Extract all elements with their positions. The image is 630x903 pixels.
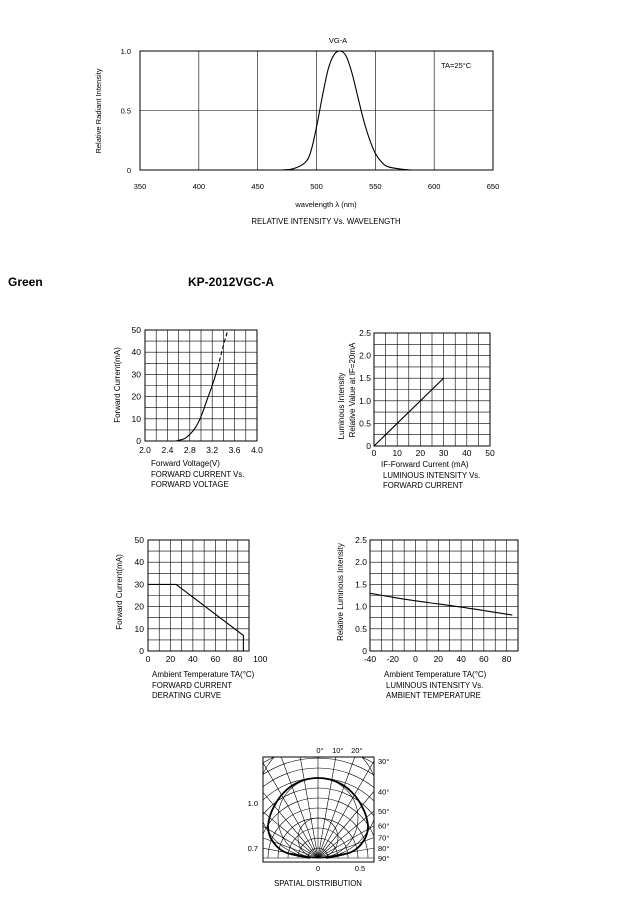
radial-line (23, 806, 318, 858)
radial-line (58, 708, 318, 858)
chart-title: FORWARD CURRENT (383, 481, 464, 490)
chart-luminous-intensity-vs-ambient-temperature (336, 535, 518, 700)
angle-tick-label: 30° (378, 757, 390, 767)
x-axis-label: wavelength λ (nm) (295, 200, 357, 209)
x-tick-label: 450 (251, 182, 264, 191)
grid (145, 330, 257, 441)
y-tick-label: 50 (131, 325, 141, 335)
chart-title: LUMINOUS INTENSITY Vs. (386, 681, 484, 690)
y-tick-label: 1.5 (359, 373, 371, 384)
x-tick-label: 20 (433, 654, 444, 664)
y-tick-label: 2.5 (355, 535, 367, 545)
y-tick-label: 30 (134, 579, 144, 590)
chart-title: LUMINOUS INTENSITY Vs. (383, 471, 481, 480)
radial-line (318, 576, 421, 858)
y-axis-label: Forward Current(mA) (115, 554, 124, 630)
radial-line (266, 563, 318, 858)
y-tick-label: 40 (134, 557, 144, 568)
x-tick-label: 40 (462, 448, 472, 458)
x-tick-label: 2.8 (183, 445, 196, 455)
y-tick-label: 40 (131, 347, 141, 358)
x-tick-label: 0 (371, 448, 377, 458)
angle-tick-label: 90° (378, 854, 390, 863)
x-tick-label: 30 (438, 448, 449, 458)
y-axis-label: Relative Luminous Intensity (336, 543, 345, 641)
y-tick-label: 10 (131, 413, 141, 424)
y-tick-label: 10 (134, 623, 144, 634)
x-tick-label: 3.6 (228, 445, 241, 455)
y-tick-label: 0.5 (355, 623, 367, 634)
x-tick-label: 80 (233, 654, 243, 664)
x-tick-label: -40 (363, 654, 377, 664)
angle-tick-label: 80° (378, 844, 390, 854)
angle-tick-label: 40° (378, 787, 390, 797)
y-tick-label: 0.5 (120, 106, 131, 116)
y-tick-label: 0 (139, 646, 144, 656)
series-label: VG-A (328, 36, 348, 45)
data-curve (370, 593, 512, 615)
chart-title: FORWARD CURRENT Vs. (151, 470, 245, 479)
radial-tick-label: 0.5 (354, 864, 366, 873)
grid (370, 540, 518, 651)
x-axis-label: Forward Voltage(V) (151, 459, 220, 468)
x-tick-label: 20 (415, 448, 426, 458)
y-tick-label: 2.0 (355, 557, 367, 568)
x-tick-label: 40 (188, 654, 198, 664)
x-tick-label: 4.0 (251, 445, 263, 455)
x-tick-label: -20 (386, 654, 399, 664)
chart-title: FORWARD VOLTAGE (151, 480, 229, 489)
x-tick-label: 600 (427, 182, 441, 191)
y-tick-label: 0 (366, 441, 371, 451)
chart-title: RELATIVE INTENSITY Vs. WAVELENGTH (251, 217, 401, 226)
y-tick-label: 0 (362, 646, 367, 656)
x-tick-label: 550 (369, 182, 382, 191)
x-tick-label: 2.4 (161, 445, 174, 455)
x-axis-label: Ambient Temperature TA(°C) (384, 670, 487, 679)
y-axis-label: Forward Current(mA) (113, 347, 122, 423)
x-tick-label: 650 (486, 182, 500, 191)
annotation: TA=25°C (441, 61, 472, 70)
y-tick-label: 1.5 (355, 579, 367, 590)
angle-tick-label: 60° (378, 821, 390, 831)
radial-line (36, 755, 318, 858)
radial-tick-label: 0 (315, 864, 321, 873)
angle-tick-label: 0° (316, 746, 324, 755)
x-tick-label: 80 (501, 654, 512, 664)
chart-title: SPATIAL DISTRIBUTION (274, 879, 362, 888)
x-tick-label: 100 (253, 654, 268, 664)
x-tick-label: 3.2 (206, 445, 219, 455)
chart-forward-current-derating-curve (115, 535, 268, 700)
data-curve-dashed (218, 330, 228, 368)
y-tick-label: 1.0 (355, 601, 367, 612)
chart-spatial-distribution (18, 558, 618, 888)
x-tick-label: 20 (165, 654, 176, 664)
grid (148, 540, 249, 651)
color-label: Green (8, 275, 43, 289)
x-tick-label: 350 (133, 182, 147, 191)
y-axis-label: Relative Radiant Intensity (94, 68, 103, 154)
x-tick-label: 60 (479, 654, 489, 664)
x-axis-label: Ambient Temperature TA(°C) (152, 670, 255, 679)
y-tick-label: 0 (126, 166, 131, 175)
y-tick-label: 20 (131, 391, 141, 402)
y-tick-label: 20 (134, 601, 144, 612)
x-tick-label: 60 (210, 654, 221, 664)
y-tick-label: 0.5 (359, 418, 371, 429)
chart-title: AMBIENT TEMPERATURE (386, 691, 481, 700)
x-tick-label: 500 (310, 182, 323, 191)
chart-title: DERATING CURVE (152, 691, 222, 700)
y-tick-label: 1.0 (120, 47, 131, 56)
radial-line (318, 806, 613, 858)
y-axis-label: Relative Value at IF=20mA (348, 342, 357, 438)
x-tick-label: 50 (485, 448, 495, 458)
angle-tick-label: 10° (332, 746, 344, 755)
chart-luminous-intensity-vs-forward-current (337, 328, 495, 490)
side-scale-label: 1.0 (247, 799, 258, 808)
radial-line (125, 628, 318, 858)
side-scale-label: 0.7 (247, 844, 258, 853)
x-tick-label: 2.0 (139, 445, 151, 455)
y-axis-label: Luminous Intensity (337, 372, 346, 440)
angle-tick-label: 20° (351, 746, 363, 755)
y-tick-label: 30 (131, 369, 141, 380)
y-tick-label: 2.0 (359, 350, 371, 361)
x-tick-label: 400 (192, 182, 206, 191)
y-tick-label: 0 (136, 436, 141, 446)
y-tick-label: 50 (134, 535, 144, 545)
chart-relative-intensity-vs-wavelength (94, 36, 499, 226)
x-tick-label: 40 (456, 654, 466, 664)
chart-title: FORWARD CURRENT (152, 681, 233, 690)
angle-tick-label: 70° (378, 833, 390, 843)
x-tick-label: 0 (413, 654, 418, 664)
radial-line (215, 576, 318, 858)
radial-line (318, 755, 600, 858)
x-tick-label: 10 (392, 448, 402, 458)
radial-line (318, 708, 578, 858)
y-tick-label: 2.5 (359, 328, 371, 338)
angle-tick-label: 50° (378, 807, 390, 817)
x-axis-label: IF-Forward Current (mA) (381, 460, 469, 469)
y-tick-label: 1.0 (359, 395, 371, 406)
polar-grid (18, 558, 618, 858)
chart-forward-current-vs-forward-voltage (113, 325, 263, 489)
part-number: KP-2012VGC-A (188, 275, 275, 289)
x-tick-label: 0 (145, 654, 151, 664)
